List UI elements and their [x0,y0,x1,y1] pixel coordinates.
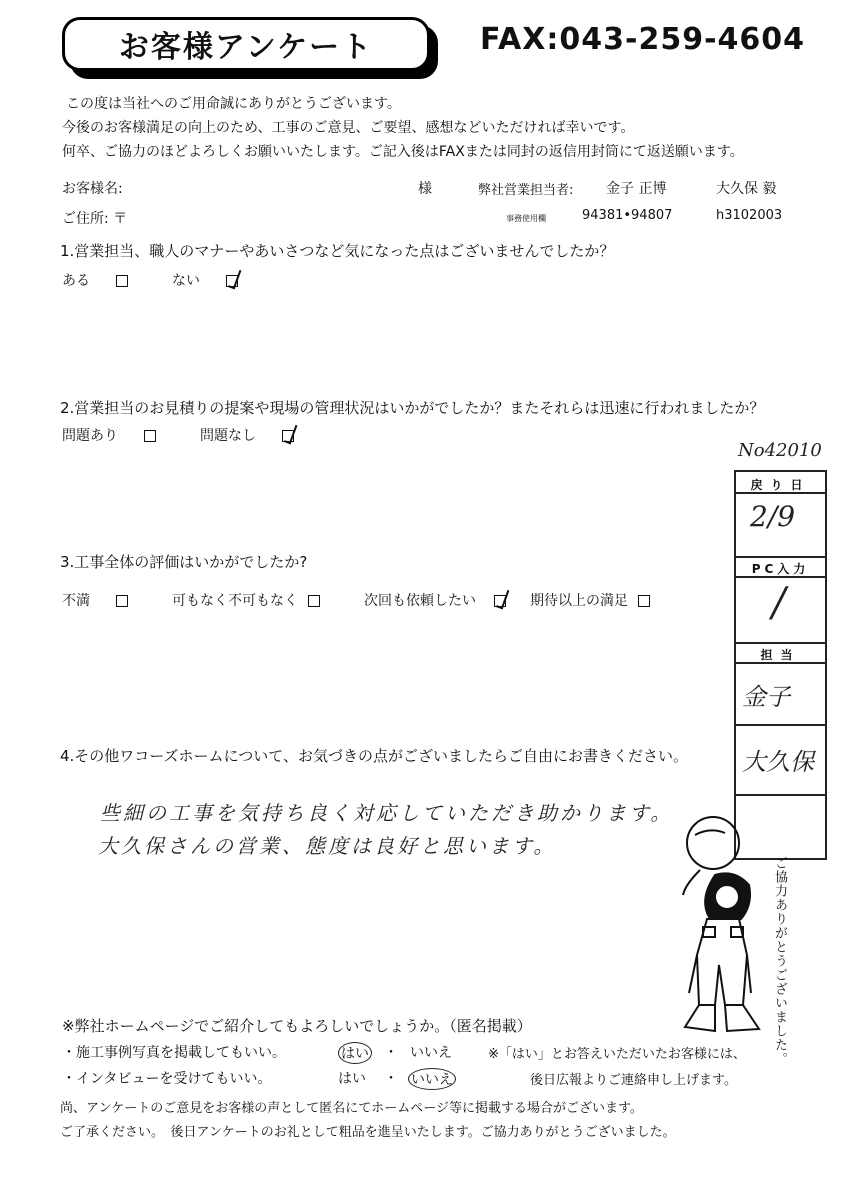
q1-question: 1.営業担当、職人のマナーやあいさつなど気になった点はございませんでしたか？ [60,242,615,260]
stamp-return-label: 戻り日 [750,478,811,492]
office-id: h3102003 [716,208,783,223]
office-code: 94381•94807 [582,208,673,223]
homepage-row1-yes[interactable] [338,1042,372,1064]
q4-answer-line-1: 些細の工事を気持ち良く対応していただき助かります。 [100,801,674,825]
q1-option-2[interactable] [172,270,238,290]
homepage-row2-label: ・インタビューを受けてもいい。 [62,1071,272,1087]
fax-number: FAX:043-259-4604 [480,22,806,57]
homepage-row1-no[interactable]: いいえ [410,1045,452,1061]
q3-option-3-label: 次回も依頼したい [364,593,476,609]
homepage-row2-dot: ・ [384,1071,398,1087]
stamp-person-1: 金子 [742,683,790,711]
staff-name-1: 金子 正博 [606,181,667,197]
thanks-vertical: ご協力ありがとうございました。 [772,856,787,1066]
q4-question: 4.その他ワコーズホームについて、お気づきの点がございましたらご自由にお書きください。 [60,747,688,765]
homepage-row2-no[interactable] [408,1068,456,1090]
intro-line-2: 今後のお客様満足の向上のため、工事のご意見、ご要望、感想などいただければ幸いです。 [62,120,635,136]
stamp-divider [736,662,825,664]
stamp-person-label: 担当 [760,648,801,662]
q2-option-2-checkbox[interactable] [282,430,294,442]
q3-option-2-label: 可もなく不可もなく [172,593,298,609]
q1-option-2-label: ない [172,273,200,289]
homepage-row1-dot: ・ [384,1045,398,1061]
customer-name-label: お客様名: [62,181,123,197]
stamp-divider [736,576,825,578]
stamp-divider [736,492,825,494]
stamp-divider [736,794,825,796]
honorific: 様 [418,181,432,197]
intro-line-3: 何卒、ご協力のほどよろしくお願いいたします。ご記入後はFAXまたは同封の返信用封筒にて返送願います。 [62,144,744,160]
intro-line-1: この度は当社へのご用命誠にありがとうございます。 [66,96,401,112]
q2-option-1-checkbox[interactable] [144,430,156,442]
q3-option-3-checkbox[interactable] [494,595,506,607]
stamp-pc-label: PC入力 [751,562,810,576]
q3-option-4-label: 期待以上の満足 [530,593,628,609]
homepage-row1-note: ※「はい」とお答えいただいたお客様には、 [488,1047,746,1062]
q1-option-2-checkbox[interactable] [226,275,238,287]
q3-option-1[interactable] [62,590,128,610]
stamp-divider [736,642,825,644]
homepage-row1-label: ・施工事例写真を掲載してもいい。 [62,1045,286,1061]
title-frame [62,17,430,71]
staff-name-2: 大久保 毅 [716,181,777,197]
q3-option-2[interactable] [172,590,320,610]
homepage-row2-note: 後日広報よりご連絡申し上げます。 [530,1073,737,1088]
homepage-row1-yes-option[interactable]: はい [338,1042,372,1064]
stamp-pc-value: / [772,580,786,626]
mascot-illustration [655,815,775,1045]
q2-option-2[interactable] [200,425,294,445]
homepage-heading: ※弊社ホームページでご紹介してもよろしいでしょうか。（匿名掲載） [62,1017,532,1035]
q3-option-4-checkbox[interactable] [638,595,650,607]
homepage-footer-2: ご了承ください。 後日アンケートのお礼として粗品を進呈いたします。ご協力ありがとうございました。 [60,1125,676,1140]
staff-label: 弊社営業担当者: [478,183,574,198]
title-box [62,17,438,79]
q2-option-1[interactable] [62,425,156,445]
q3-option-1-checkbox[interactable] [116,595,128,607]
q1-option-1-checkbox[interactable] [116,275,128,287]
q1-option-1[interactable] [62,270,128,290]
office-stamp-box [734,470,827,860]
stamp-person-2: 大久保 [742,748,814,776]
page-title: お客様アンケート [118,30,374,65]
stamp-divider [736,724,825,726]
q2-question: 2.営業担当のお見積りの提案や現場の管理状況はいかがでしたか？またそれらは迅速に行われましたか？ [60,399,765,417]
homepage-row2-yes[interactable]: はい [338,1071,366,1087]
q3-option-4[interactable] [530,590,650,610]
q1-option-1-label: ある [62,273,90,289]
address-label: ご住所: 〒 [62,211,128,227]
homepage-footer-1: 尚、アンケートのご意見をお客様の声として匿名にてホームページ等に掲載する場合がございます。 [60,1101,643,1116]
q3-question: 3.工事全体の評価はいかがでしたか? [60,553,308,571]
stamp-divider [736,556,825,558]
q4-answer-line-2: 大久保さんの営業、態度は良好と思います。 [98,834,557,858]
homepage-row2-no-option[interactable]: いいえ [408,1068,456,1090]
q3-option-1-label: 不満 [62,593,90,609]
stamp-number: No42010 [738,440,822,461]
q2-option-1-label: 問題あり [62,428,118,444]
q2-option-2-label: 問題なし [200,428,256,444]
q3-option-2-checkbox[interactable] [308,595,320,607]
office-use-label: 事務使用欄 [506,214,546,223]
stamp-return-value: 2/9 [750,500,796,533]
q3-option-3[interactable] [364,590,506,610]
